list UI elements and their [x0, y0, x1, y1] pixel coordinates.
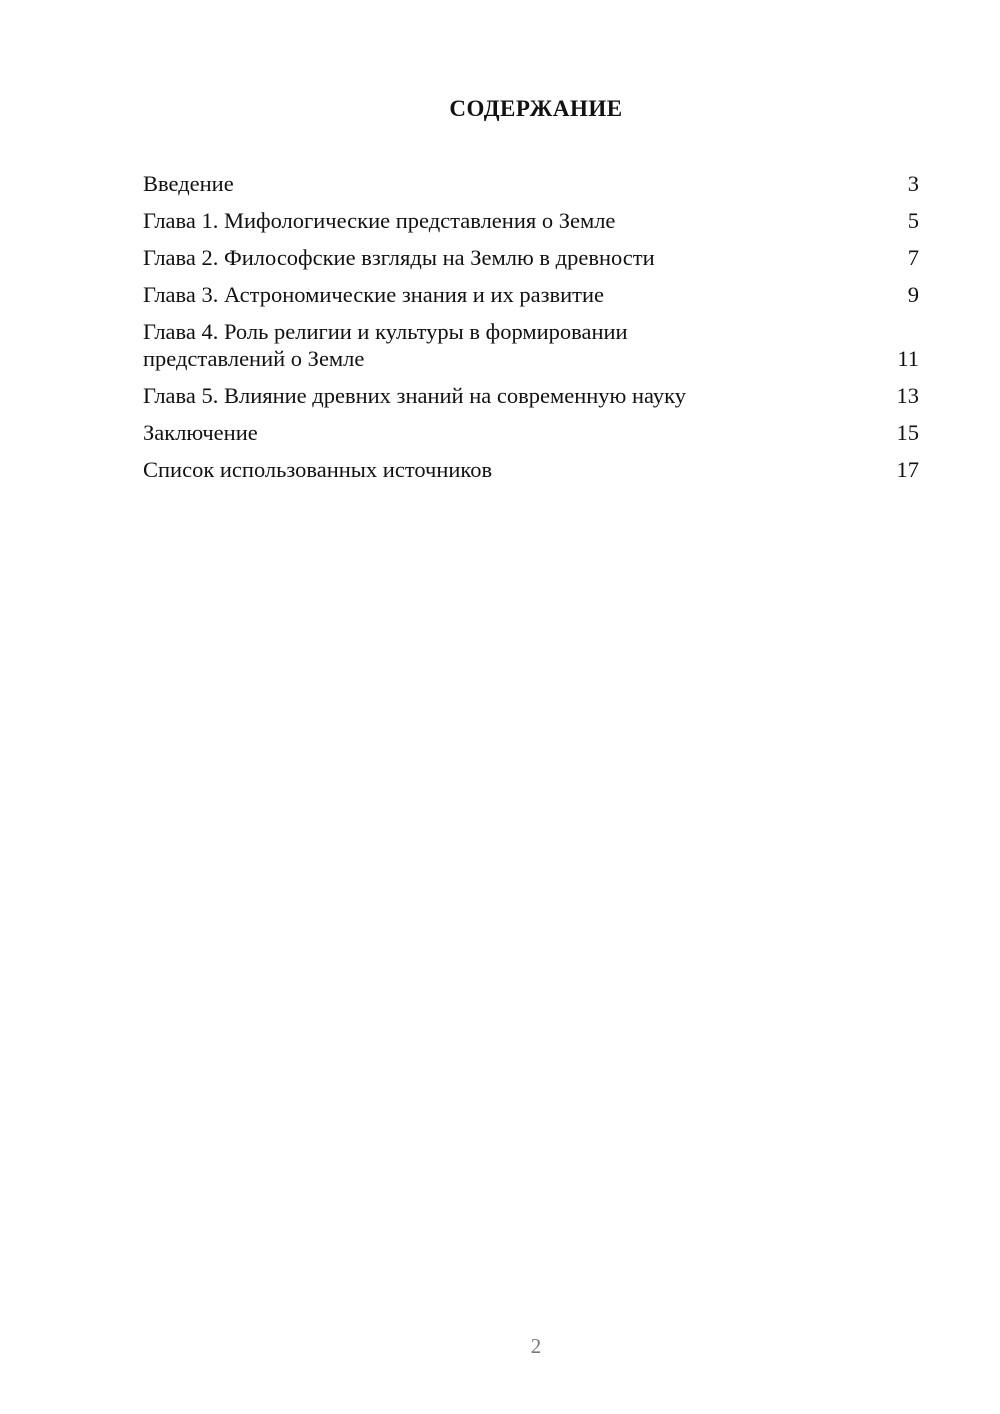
toc-entry-page: 13 — [896, 383, 919, 408]
toc-entry-label: Глава 4. Роль религии и культуры в формировании представлений о Земле — [143, 319, 628, 371]
toc-entry-page: 15 — [896, 420, 919, 445]
toc-entry-page: 11 — [897, 346, 919, 371]
toc-entry-label: Глава 3. Астрономические знания и их развитие — [143, 282, 605, 307]
toc-entry-introduction — [143, 170, 919, 197]
page-number: 2 — [530, 1334, 542, 1358]
toc-title: СОДЕРЖАНИЕ — [449, 96, 623, 121]
toc-entry-page: 17 — [896, 457, 919, 482]
toc-entry-chapter-5 — [143, 382, 919, 409]
toc-entry-chapter-3 — [143, 281, 919, 308]
toc-entry-page: 7 — [907, 245, 919, 270]
toc-entry-references — [143, 456, 919, 483]
toc-entry-label: Глава 2. Философские взгляды на Землю в древности — [143, 245, 655, 270]
toc-entry-label: Глава 5. Влияние древних знаний на современную науку — [143, 383, 686, 408]
toc-entry-conclusion — [143, 419, 919, 446]
toc-entry-label: Заключение — [143, 420, 258, 445]
toc-entry-label: Список использованных источников — [143, 457, 493, 482]
toc-entry-chapter-1 — [143, 207, 919, 234]
table-of-contents — [143, 170, 919, 493]
toc-entry-label: Введение — [143, 171, 234, 196]
toc-entry-label: Глава 1. Мифологические представления о Земле — [143, 208, 616, 233]
toc-entry-chapter-2 — [143, 244, 919, 271]
toc-entry-page: 9 — [907, 282, 919, 307]
toc-entry-page: 5 — [907, 208, 919, 233]
toc-entry-chapter-4 — [143, 318, 919, 372]
toc-entry-page: 3 — [907, 171, 919, 196]
